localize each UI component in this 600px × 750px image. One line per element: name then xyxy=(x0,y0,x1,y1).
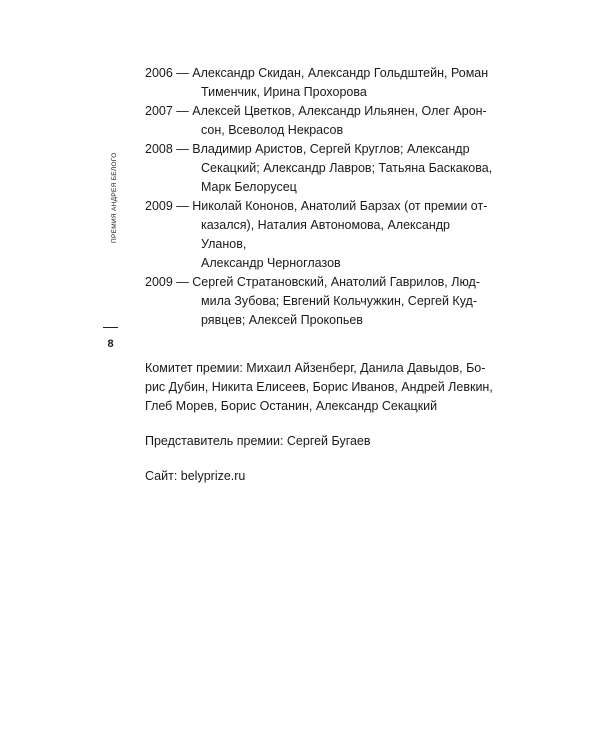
winner-entry-2007 xyxy=(145,102,495,140)
winner-entry-line: Тименчик, Ирина Прохорова xyxy=(201,85,367,99)
winner-entry-line: 2008 — Владимир Аристов, Сергей Круглов; Александр xyxy=(145,142,470,156)
winner-entry-line: 2009 — Сергей Стратановский, Анатолий Гаврилов, Люд- xyxy=(145,275,481,289)
winner-entry-2009b xyxy=(145,273,495,330)
winner-entry-line: Александр Черноглазов xyxy=(201,256,341,270)
committee-line: Глеб Морев, Борис Останин, Александр Секацкий xyxy=(145,399,438,413)
winner-entry-line: 2007 — Алексей Цветков, Александр Ильянен, Олег Арон- xyxy=(145,104,487,118)
committee-paragraph xyxy=(145,359,495,416)
representative-line: Представитель премии: Сергей Бугаев xyxy=(145,434,371,448)
page-content xyxy=(145,64,495,486)
winner-entry-2006 xyxy=(145,64,495,102)
winner-entry-line: Марк Белорусец xyxy=(201,180,297,194)
winner-entry-line: 2006 — Александр Скидан, Александр Гольдштейн, Роман xyxy=(145,66,489,80)
winner-entry-2008 xyxy=(145,140,495,197)
winner-entry-line: 2009 — Николай Кононов, Анатолий Барзах (от премии от- xyxy=(145,199,488,213)
winner-entry-line: Секацкий; Александр Лавров; Татьяна Баскакова, xyxy=(201,161,493,175)
winner-entry-line: сон, Всеволод Некрасов xyxy=(201,123,344,137)
winner-entry-line: казался), Наталия Автономова, Александр Уланов, xyxy=(201,218,450,251)
committee-line: рис Дубин, Никита Елисеев, Борис Иванов, Андрей Левкин, xyxy=(145,380,493,394)
running-title: ПРЕМИЯ АНДРЕЯ БЕЛОГО xyxy=(111,152,118,243)
winner-entry-line: рявцев; Алексей Прокопьев xyxy=(201,313,363,327)
winner-entry-line: мила Зубова; Евгений Кольчужкин, Сергей Куд- xyxy=(201,294,477,308)
committee-line: Комитет премии: Михаил Айзенберг, Данила Давыдов, Бо- xyxy=(145,361,486,375)
sidebar-divider xyxy=(103,327,118,328)
winner-entry-2009a xyxy=(145,197,495,273)
page-number: 8 xyxy=(107,338,114,350)
site-line: Сайт: belyprize.ru xyxy=(145,469,246,483)
